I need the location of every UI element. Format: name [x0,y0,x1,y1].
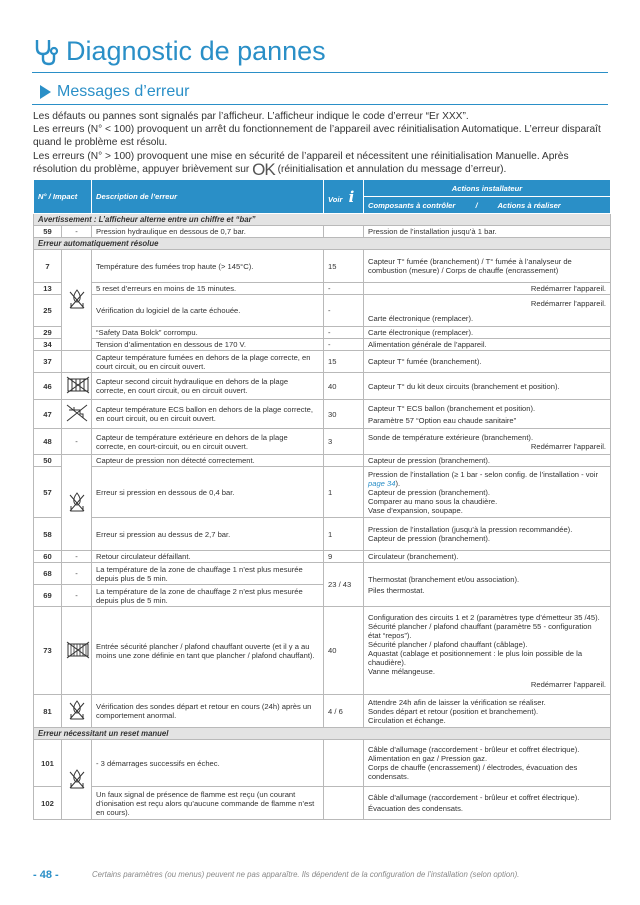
error-code: 81 [34,695,62,728]
action-line: Pression de l’installation (jusqu’à la pression recommandée). [368,525,573,534]
boiler-off-icon [68,768,86,790]
error-description: Capteur de pression non détecté correctement. [92,455,324,467]
error-code: 13 [34,283,62,295]
boiler-off-icon [68,699,86,721]
header-components: Composants à contrôler [368,200,456,210]
action-line: Sécurité plancher / plafond chauffant (paramètre 55 - configuration état “repos”). [368,621,592,640]
restart-instruction: Redémarrer l’appareil. [530,298,607,308]
error-action: Pression de l’installation jusqu’à 1 bar. [364,226,611,238]
error-code: 46 [34,373,62,400]
impact-cell: - [62,551,92,563]
triangle-bullet-icon [40,85,51,99]
header-slash: / [475,200,478,210]
error-action: Capteur T° fumée (branchement). [364,351,611,373]
table-row [34,551,611,563]
error-description: Erreur si pression au dessus de 2,7 bar. [92,518,324,551]
section-row-auto [34,238,611,250]
action-line: Comparer au mano sous la chaudière. [368,496,498,506]
impact-cell [62,400,92,429]
table-row [34,226,611,238]
intro-paragraph-1: Les défauts ou pannes sont signalés par l’afficheur. L’afficheur indique le code d’erreur “Er XXX”. [33,111,469,122]
page-title-text: Diagnostic de pannes [66,36,326,66]
table-row [34,373,611,400]
table-row [34,429,611,455]
error-code: 34 [34,339,62,351]
error-code: 102 [34,787,62,820]
error-description: “Safety Data Bolck” corrompu. [92,327,324,339]
action-line: Sondes départ et retour (position et branchement). [368,706,539,716]
impact-cell [62,740,92,820]
action-line: Aquastat (cablage et positionnement : le plus loin possible de la chaudière). [368,648,583,667]
error-description: La température de la zone de chauffage 2 n’est plus mesurée depuis plus de 5 min. [92,585,324,607]
header-voir-label: Voir [328,194,343,204]
error-description: Capteur température ECS ballon en dehors de la plage correcte, en court circuit, ou en circuit ouvert. [92,400,324,429]
action-line: Capteur de pression (branchement). [368,487,491,497]
impact-cell: - [62,585,92,607]
voir-cell: - [324,327,364,339]
section-heading [40,83,190,101]
impact-cell [62,607,92,695]
error-description: Vérification des sondes départ et retour en cours (24h) après un comportement anormal. [92,695,324,728]
error-description: Un faux signal de présence de flamme est reçu (un courant d’ionisation est reçu alors qu’aucune commande de flamme n’est en cours). [92,787,324,820]
table-row [34,455,611,467]
table-row [34,400,611,429]
impact-cell: - [62,226,92,238]
action-line: Attendre 24h afin de laisser la vérification se réaliser. [368,697,546,707]
error-description: Pression hydraulique en dessous de 0,7 bar. [92,226,324,238]
impact-cell [62,373,92,400]
action-line: Câble d’allumage (raccordement - brûleur et coffret électrique). [368,745,580,754]
restart-instruction: Redémarrer l’appareil. [530,284,607,293]
action-line-end: ). [395,478,401,488]
impact-cell [62,250,92,351]
intro-paragraph-3-start: Les erreurs (N° > 100) provoquent une mise en sécurité de l’appareil et nécessitent une réinitialisation Manuelle. Après résolution du problème, appuyer brièvement sur [33,151,569,175]
page-number: - 48 - [33,869,59,881]
header-actions: Actions installateur [364,180,611,197]
section-label-manual: Erreur nécessitant un reset manuel [34,728,611,740]
error-code: 25 [34,295,62,327]
action-line: Pression de l’installation (≥ 1 bar - selon config. de l’installation - voir [368,469,598,479]
impact-cell [62,455,92,551]
boiler-off-icon [68,288,86,310]
table-row [34,351,611,373]
error-description: Vérification du logiciel de la carte échouée. [92,295,324,327]
error-code: 101 [34,740,62,787]
error-code: 60 [34,551,62,563]
table-row [34,339,611,351]
error-action [364,607,611,695]
restart-instruction: Redémarrer l’appareil. [530,441,607,451]
table-row [34,295,611,327]
table-row [34,607,611,695]
table-row [34,518,611,551]
header-components-actions [364,197,611,214]
table-row [34,250,611,283]
error-code: 68 [34,563,62,585]
error-description: Capteur second circuit hydraulique en dehors de la plage correcte, en court circuit, ou en circuit ouvert. [92,373,324,400]
error-action: Capteur T° du kit deux circuits (branchement et position). [364,373,611,400]
radiator-off-icon [66,376,90,394]
error-action: Alimentation générale de l’appareil. [364,339,611,351]
error-action [364,518,611,551]
error-action [364,295,611,327]
voir-cell [324,740,364,787]
voir-cell: 1 [324,518,364,551]
error-code: 48 [34,429,62,455]
error-code: 47 [34,400,62,429]
error-code: 59 [34,226,62,238]
table-row [34,585,611,607]
error-action: Capteur de pression (branchement). [364,455,611,467]
ok-button-icon: OK [252,160,275,179]
error-action [364,740,611,787]
action-line: Câble d’allumage (raccordement - brûleur et coffret électrique). [368,793,580,802]
error-code: 7 [34,250,62,283]
action-line: Sécurité plancher / plafond chauffant (câblage). [368,639,528,649]
table-row [34,327,611,339]
error-code: 37 [34,351,62,373]
action-line: Carte électronique (remplacer). [368,313,474,323]
section-heading-text: Messages d’erreur [57,83,190,100]
error-description: - 3 démarrages successifs en échec. [92,740,324,787]
error-description: Erreur si pression en dessous de 0,4 bar. [92,467,324,518]
section-label-auto: Erreur automatiquement résolue [34,238,611,250]
voir-cell: - [324,295,364,327]
page-link[interactable]: page 34 [368,478,396,488]
error-description: Température des fumées trop haute (> 145°C). [92,250,324,283]
stethoscope-icon [32,37,60,67]
error-code-table [33,179,611,820]
voir-cell: 3 [324,429,364,455]
action-line: Évacuation des condensats. [368,804,464,813]
error-code: 29 [34,327,62,339]
action-line: Sonde de température extérieure (branchement). [368,432,534,442]
impact-cell [62,351,92,373]
table-row [34,283,611,295]
error-action [364,400,611,429]
voir-cell: 23 / 43 [324,563,364,607]
error-action: Carte électronique (remplacer). [364,327,611,339]
intro-paragraph-3 [33,150,611,179]
action-line: Configuration des circuits 1 et 2 (paramètres type d’émetteur 35 /45). [368,612,600,622]
section-label-warning: Avertissement : L’afficheur alterne entre un chiffre et “bar” [34,214,611,226]
voir-cell: 15 [324,250,364,283]
action-line: Circulation et échange. [368,715,446,725]
section-divider [32,104,608,105]
action-line: Paramètre 57 “Option eau chaude sanitaire” [368,415,517,425]
voir-cell: 4 / 6 [324,695,364,728]
impact-cell: - [62,429,92,455]
tap-off-icon [66,404,88,422]
header-description: Description de l’erreur [92,180,324,214]
action-line: Alimentation en gaz / Pression gaz. [368,754,488,763]
error-action: Capteur T° fumée (branchement) / T° fumée à l’analyseur de combustion (mesure) / Corps de chauffe (encrassement) [364,250,611,283]
error-code: 58 [34,518,62,551]
voir-cell: 1 [324,467,364,518]
page-title [32,36,326,67]
table-row [34,740,611,787]
voir-cell: 40 [324,607,364,695]
voir-cell: - [324,283,364,295]
table-row [34,695,611,728]
error-action [364,695,611,728]
error-action [364,429,611,455]
error-code: 57 [34,467,62,518]
action-line: Capteur de pression (branchement). [368,534,491,543]
table-row [34,787,611,820]
error-description: La température de la zone de chauffage 1 n’est plus mesurée depuis plus de 5 min. [92,563,324,585]
voir-cell [324,226,364,238]
voir-cell: 15 [324,351,364,373]
error-code: 73 [34,607,62,695]
action-line: Vanne mélangeuse. [368,666,436,676]
error-action: Piles thermostat. [364,585,611,607]
info-icon: i [348,187,355,206]
error-description: Capteur température fumées en dehors de la plage correcte, en court circuit, ou en circuit ouvert. [92,351,324,373]
error-code: 69 [34,585,62,607]
error-description: Entrée sécurité plancher / plafond chauffant ouverte (et il y a au moins une zone définie en tant que plancher / plafond chauffant). [92,607,324,695]
error-description: Tension d’alimentation en dessous de 170 V. [92,339,324,351]
impact-cell: - [62,563,92,585]
title-divider [32,72,608,73]
action-line: Vase d’expansion, soupape. [368,505,463,515]
section-row-warning [34,214,611,226]
error-description: Retour circulateur défaillant. [92,551,324,563]
action-line: Capteur T° ECS ballon (branchement et position). [368,403,536,413]
error-description: 5 reset d’erreurs en moins de 15 minutes. [92,283,324,295]
error-code: 50 [34,455,62,467]
floor-heating-off-icon [66,641,90,659]
voir-cell [324,787,364,820]
error-action [364,787,611,820]
error-description: Capteur de température extérieure en dehors de la plage correcte, en court-circuit, ou en circuit ouvert. [92,429,324,455]
boiler-off-icon [68,491,86,513]
error-action [364,283,611,295]
error-action: Thermostat (branchement et/ou association). [364,563,611,585]
table-row [34,563,611,585]
error-action: Circulateur (branchement). [364,551,611,563]
voir-cell: - [324,339,364,351]
restart-instruction: Redémarrer l’appareil. [530,679,607,689]
footer-note: Certains paramètres (ou menus) peuvent ne pas apparaître. Ils dépendent de la configuration de l’installation (selon option). [92,870,520,879]
voir-cell: 9 [324,551,364,563]
intro-paragraph-2: Les erreurs (N° < 100) provoquent un arrêt du fonctionnement de l’appareil avec réinitialisation Automatique. L’erreur disparaît quand le problème est résolu. [33,124,601,148]
action-line: Corps de chauffe (encrassement) / électrodes, évacuation des condensats. [368,763,578,781]
table-row [34,467,611,518]
impact-cell [62,695,92,728]
error-action [364,467,611,518]
header-code-impact: N° / Impact [34,180,92,214]
header-voir [324,180,364,214]
voir-cell: 30 [324,400,364,429]
voir-cell [324,455,364,467]
table-header-row-1 [34,180,611,197]
voir-cell: 40 [324,373,364,400]
header-actions-todo: Actions à réaliser [497,200,561,210]
section-row-manual [34,728,611,740]
intro-paragraph-3-end: (réinitialisation et annulation du message d’erreur). [277,164,507,175]
